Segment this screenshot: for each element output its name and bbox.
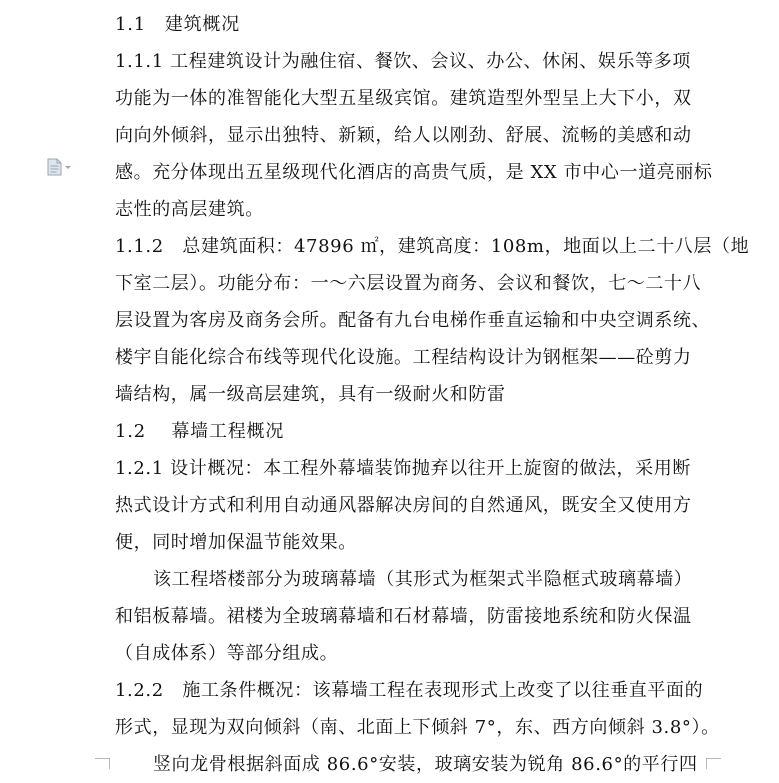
paragraph-line: 向向外倾斜，显示出独特、新颖，给人以刚劲、舒展、流畅的美感和动 <box>115 125 692 146</box>
paragraph-line: 热式设计方式和利用自动通风器解决房间的自然通风，既安全又使用方 <box>115 495 692 516</box>
paragraph-line: 该工程塔楼部分为玻璃幕墙（其形式为框架式半隐框式玻璃幕墙） <box>153 569 693 590</box>
paragraph-line: （自成体系）等部分组成。 <box>115 643 339 664</box>
paragraph-line: 楼宇自能化综合布线等现代化设施。工程结构设计为钢框架——砼剪力 <box>115 347 692 368</box>
paragraph-line: 层设置为客房及商务会所。配备有九台电梯作垂直运输和中央空调系统、 <box>115 310 711 331</box>
paragraph-line: 墙结构，属一级高层建筑，具有一级耐火和防雷 <box>115 384 506 405</box>
paragraph-line: 便，同时增加保温节能效果。 <box>115 532 357 553</box>
paragraph-line: 志性的高层建筑。 <box>115 199 264 220</box>
paragraph-line: 1.1.1 工程建筑设计为融住宿、餐饮、会议、办公、休闲、娱乐等多项 <box>115 51 691 72</box>
paragraph-options-button[interactable] <box>45 158 75 176</box>
paragraph-line: 下室二层）。功能分布：一～六层设置为商务、会议和餐饮，七～二十八 <box>115 273 702 294</box>
paragraph-line: 形式，显现为双向倾斜（南、北面上下倾斜 7°，东、西方向倾斜 3.8°）。 <box>115 717 720 738</box>
paragraph-line: 1.2.2 施工条件概况：该幕墙工程在表现形式上改变了以往垂直平面的 <box>115 680 704 701</box>
paragraph-line: 感。充分体现出五星级现代化酒店的高贵气质，是 XX 市中心一道亮丽标 <box>115 162 713 183</box>
paragraph-line: 竖向龙骨根据斜面成 86.6°安装，玻璃安装为锐角 86.6°的平行四 <box>153 754 698 775</box>
section-heading-1-2: 1.2 幕墙工程概况 <box>115 421 285 442</box>
paragraph-line: 功能为一体的准智能化大型五星级宾馆。建筑造型外型呈上大下小，双 <box>115 88 692 109</box>
document-dropdown-icon <box>45 158 73 176</box>
section-heading-1-1: 1.1 建筑概况 <box>115 14 241 35</box>
paragraph-line: 1.2.1 设计概况：本工程外幕墙装饰抛弃以往开上旋窗的做法，采用断 <box>115 458 691 479</box>
paragraph-line: 和铝板幕墙。裙楼为全玻璃幕墙和石材幕墙，防雷接地系统和防火保温 <box>115 606 692 627</box>
paragraph-line: 1.1.2 总建筑面积：47896 ㎡，建筑高度：108m，地面以上二十八层（地 <box>115 236 750 257</box>
document-body <box>115 6 750 783</box>
page-margin-corner-mark <box>95 758 110 769</box>
page-margin-corner-mark <box>706 758 721 769</box>
